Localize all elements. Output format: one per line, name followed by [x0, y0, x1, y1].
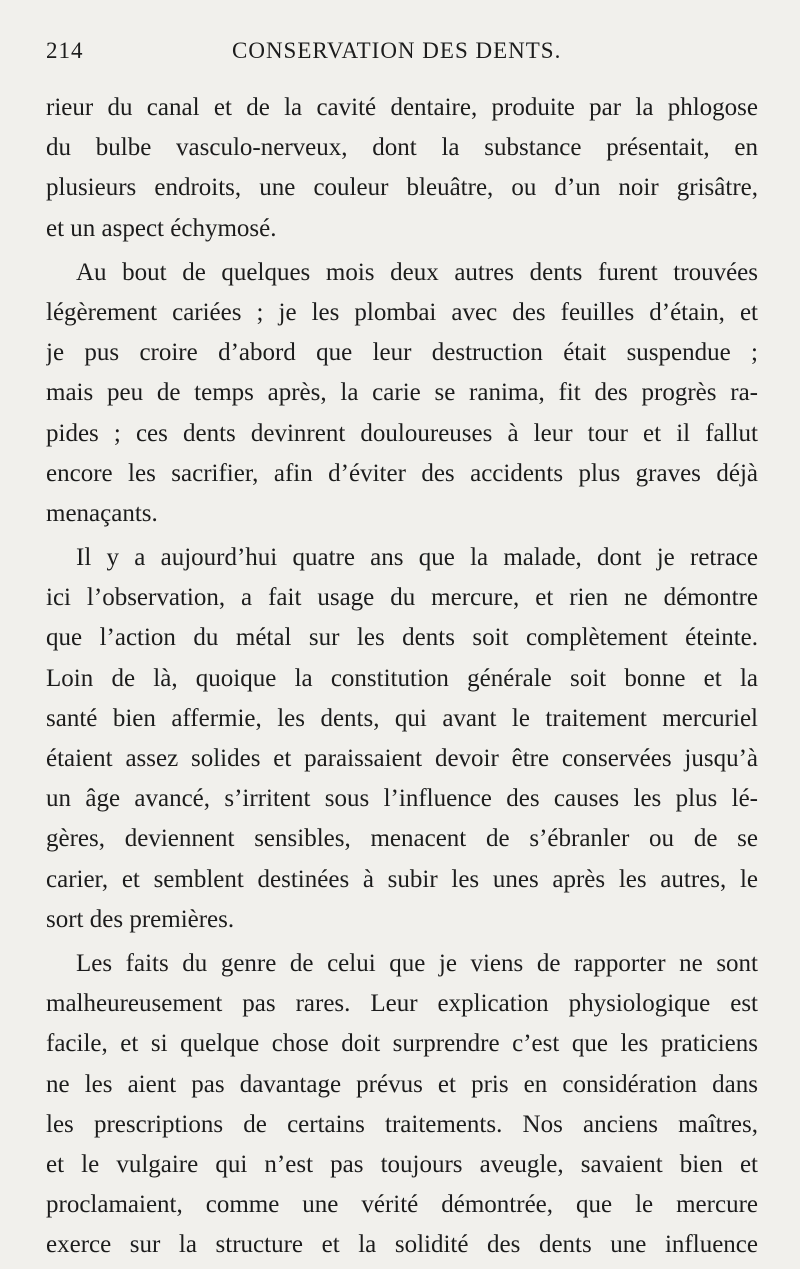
paragraph-1 — [46, 88, 758, 249]
text-line: gères, deviennent sensibles, menacent de s’ébranler ou de se — [46, 825, 758, 853]
text-line: carier, et semblent destinées à subir les unes après les autres, le — [46, 865, 758, 893]
text-line: du bulbe vasculo-nerveux, dont la substance présentait, en — [46, 134, 758, 162]
text-line: ne les aient pas davantage prévus et pris en considération dans — [46, 1070, 758, 1098]
text-line: que l’action du métal sur les dents soit complètement éteinte. — [46, 624, 758, 652]
text-line: facile, et si quelque chose doit surprendre c’est que les praticiens — [46, 1030, 758, 1058]
page-header — [46, 38, 758, 78]
text-line: Au bout de quelques mois deux autres dents furent trouvées — [76, 258, 758, 286]
text-line: malheureusement pas rares. Leur explication physiologique est — [46, 990, 758, 1018]
paragraph-3 — [46, 538, 758, 940]
text-line: encore les sacrifier, afin d’éviter des accidents plus graves déjà — [46, 459, 758, 487]
text-line: santé bien affermie, les dents, qui avant le traitement mercuriel — [46, 704, 758, 732]
text-line: menaçants. — [46, 499, 158, 527]
running-title: CONSERVATION DES DENTS. — [232, 38, 562, 63]
paragraph-2 — [46, 253, 758, 534]
text-line: un âge avancé, s’irritent sous l’influence des causes les plus lé- — [46, 785, 758, 813]
text-line: les prescriptions de certains traitements. Nos anciens maîtres, — [46, 1110, 758, 1138]
text-line: et un aspect échymosé. — [46, 214, 277, 242]
text-line: ici l’observation, a fait usage du mercure, et rien ne démontre — [46, 584, 758, 612]
text-line: légèrement cariées ; je les plombai avec des feuilles d’étain, et — [46, 298, 758, 326]
page-number: 214 — [46, 38, 84, 63]
book-page — [46, 38, 758, 1269]
text-line: sort des premières. — [46, 905, 235, 933]
text-line: et le vulgaire qui n’est pas toujours aveugle, savaient bien et — [46, 1150, 758, 1178]
body-text — [46, 88, 758, 1265]
text-line: plusieurs endroits, une couleur bleuâtre, ou d’un noir grisâtre, — [46, 174, 758, 202]
text-line: étaient assez solides et paraissaient devoir être conservées jusqu’à — [46, 745, 758, 772]
text-line: pides ; ces dents devinrent douloureuses à leur tour et il fallut — [46, 419, 758, 447]
text-line: rieur du canal et de la cavité dentaire, produite par la phlogose — [46, 94, 758, 121]
text-line: Il y a aujourd’hui quatre ans que la malade, dont je retrace — [76, 544, 758, 572]
text-line: Les faits du genre de celui que je viens de rapporter ne sont — [76, 949, 758, 977]
paragraph-4 — [46, 944, 758, 1266]
text-line: Loin de là, quoique la constitution générale soit bonne et la — [46, 664, 758, 692]
text-line: mais peu de temps après, la carie se ranima, fit des progrès ra- — [46, 379, 758, 407]
text-line: je pus croire d’abord que leur destruction était suspendue ; — [46, 339, 758, 367]
text-line: proclamaient, comme une vérité démontrée, que le mercure — [46, 1191, 758, 1219]
text-line: exerce sur la structure et la solidité des dents une influence — [46, 1231, 758, 1259]
